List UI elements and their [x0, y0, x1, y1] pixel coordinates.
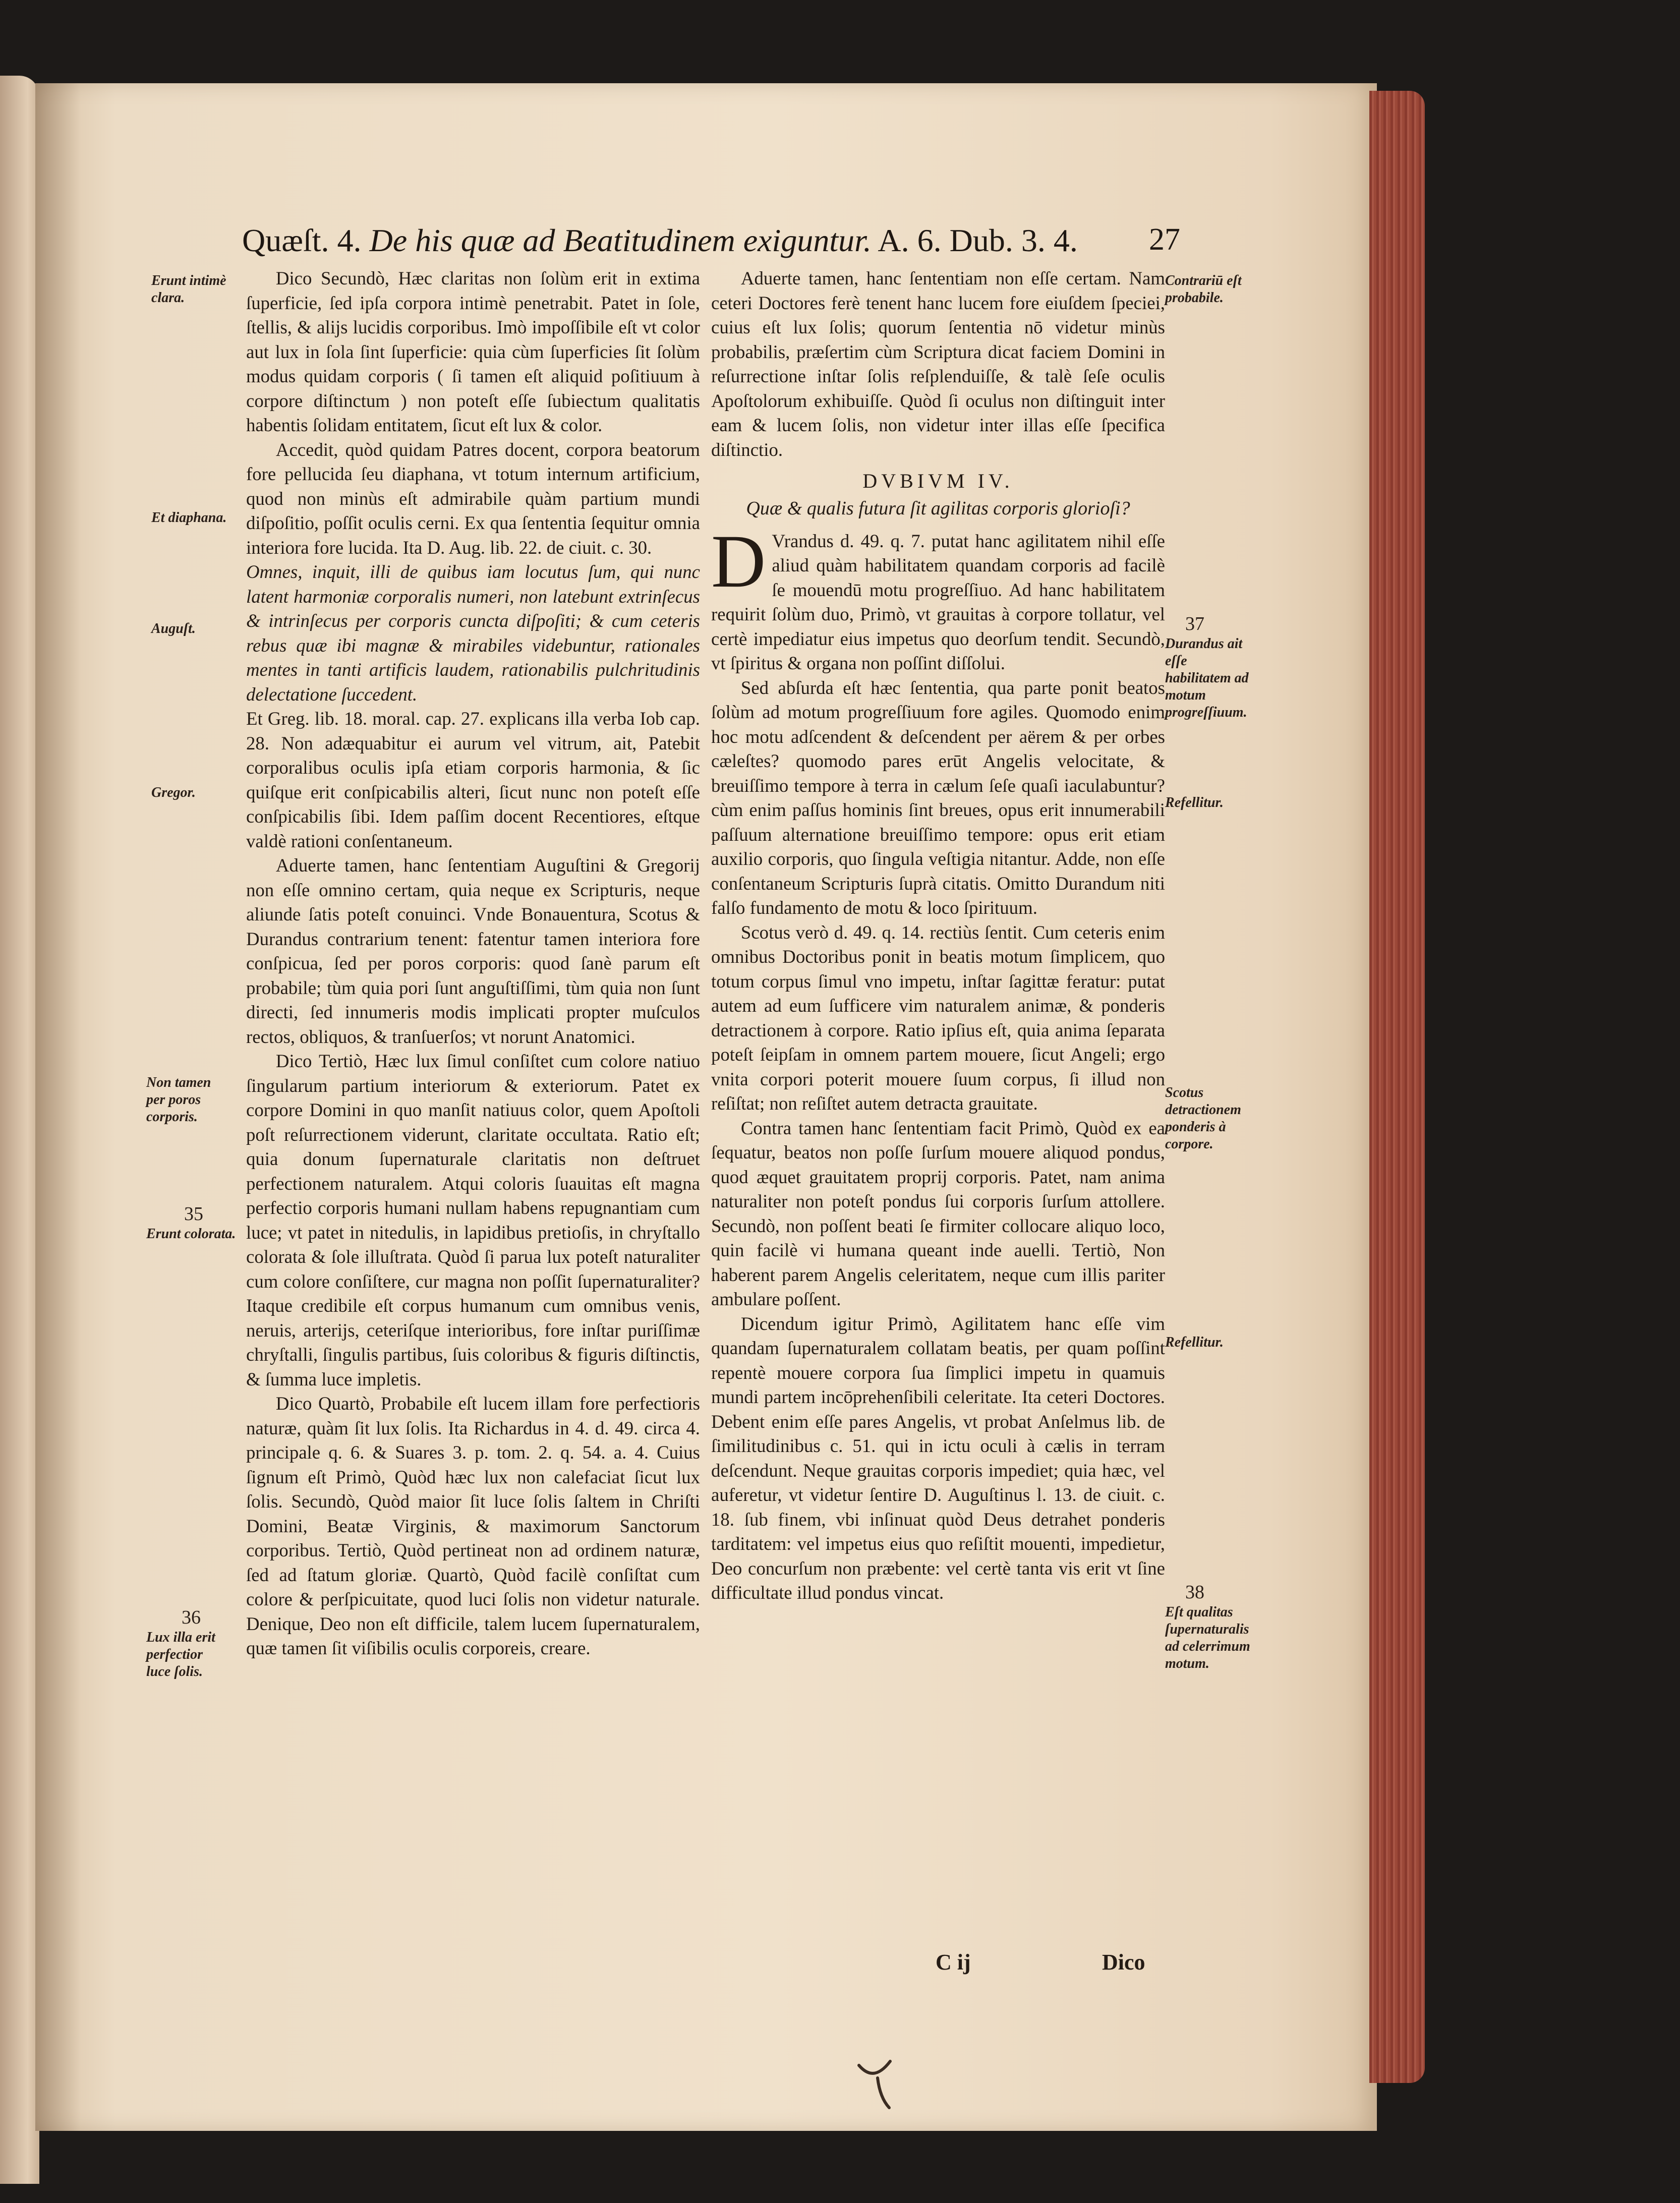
left-text-column [246, 266, 700, 1661]
margin-note: Erunt intimè clara. [151, 273, 226, 306]
page-number: 27 [1149, 222, 1180, 257]
margin-note: Non tamen per poros corporis. [146, 1075, 211, 1125]
red-page-edges [1369, 91, 1425, 2083]
margin-note: Erunt colorata. [146, 1226, 236, 1242]
quotation: Omnes, inquit, illi de quibus iam locutus ſum, qui nunc latent harmoniæ corporalis numeri, non latebunt extrinſecus & intrinſecus per corporis cuncta diſpoſiti; & cum ceteris rebus quæ ibi magnæ & mirabiles videbuntur, rationales mentes in tanti artificis laudem, rationabilis pulchritudinis delectatione ſuccedent. [246, 561, 700, 705]
handwritten-mark [855, 2055, 900, 2111]
margin-note: Lux illa erit perfectior luce ſolis. [146, 1630, 215, 1679]
paragraph [711, 519, 1165, 676]
section-heading: DVBIVM IV. [862, 470, 1014, 492]
margin-number: 35 [184, 1203, 203, 1225]
margin-note: Durandus ait eſſe habilitatem ad motum progreſſiuum. [1165, 636, 1249, 720]
right-text-column [711, 266, 1165, 1605]
paragraph: Contra tamen hanc ſententiam facit Primò, Quòd ex ea ſequatur, beatos non poſſe ſurſum mouere aliquod pondus, quod æquet grauitatem proprij corporis. Patet, nam anima naturaliter non poteſt pondus ſui corporis ſurſum attollere. Secundò, non poſſent beati ſe firmiter collocare aliquo loco, quin facilè vi humana queant inde auelli. Tertiò, Non haberent parem Angelis celeritatem, neque cum illis pariter ambulare poſſent. [711, 1117, 1165, 1309]
catchword: Dico [1102, 1950, 1145, 1975]
margin-note: Refellitur. [1165, 795, 1224, 810]
margin-note: Scotus detractionem ponderis à corpore. [1165, 1085, 1241, 1152]
margin-number: 37 [1185, 613, 1204, 634]
running-head [242, 222, 1180, 272]
paragraph: Dico Quartò, Probabile eſt lucem illam fore perfectioris naturæ, quàm ſit lux ſolis. Ita Richardus in 4. d. 49. circa 4. principale q. 6. & Suares 3. p. tom. 2. q. 54. a. 4. Cuius ſignum eſt Primò, Quòd hæc lux non calefaciat ſicut lux ſolis. Secundò, Quòd maior ſit luce ſolis ſaltem in Chriſti Domini, Beatæ Virginis, & maximorum Sanctorum corporibus. Tertiò, Quòd pertineat non ad ordinem naturæ, ſed ad ſtatum gloriæ. Quartò, Quòd facilè conſiſtat cum colore & perſpicuitate, quod luci ſolis non videtur naturale. Denique, Deo non eſt difficile, talem lucem ſupernaturalem, quæ tamen ſit viſibilis oculis corporeis, creare. [246, 1393, 700, 1658]
margin-note: Auguſt. [151, 621, 196, 636]
running-head-locator: A. 6. Dub. 3. 4. [878, 222, 1078, 258]
running-head-title: De his quæ ad Beatitudinem exiguntur. [369, 222, 872, 258]
paragraph: Aduerte tamen, hanc ſententiam non eſſe certam. Nam ceteri Doctores ferè tenent hanc lucem fore eiuſdem ſpeciei, cuius eſt lux ſolis; quorum ſententia nō videtur minùs probabilis, præſertim cùm Scriptura dicat faciem Domini in reſurrectione inſtar ſolis reſplenduiſſe, & talè ſeſe oculis Apoſtolorum exhibuiſſe. Quòd ſi oculus non diſtinguit inter eam & lucem ſolis, non videtur inter illas eſſe ſpecifica diſtinctio. [711, 268, 1165, 460]
paragraph: Dicendum igitur Primò, Agilitatem hanc eſſe vim quandam ſupernaturalem collatam beatis, per quam poſſint repentè mouere corpora ſua ſimplici impetu in quamuis mundi partem incōprehenſibili celeritate. Ita ceteri Doctores. Debent enim eſſe pares Angelis, vt probat Anſelmus lib. de ſimilitudinibus c. 51. qui in ictu oculi à cælis in terram deſcendunt. Neque grauitas corporis impediet; quia hæc, vel auferetur, vt videtur ſentire D. Auguſtinus l. 13. de ciuit. c. 18. ſub finem, vbi inſinuat quòd Deus detrahet ponderis tarditatem: vel impetus eius quo reſiſtit mouenti, impedietur, Deo concurſum non præbente: vel certè tanta vis erit vt ſine difficultate illud pondus vincat. [711, 1313, 1165, 1603]
margin-number: 36 [182, 1607, 201, 1628]
drop-cap: D [711, 519, 766, 603]
facing-page-edge [0, 76, 39, 2184]
section-subheading: Quæ & qualis futura ſit agilitas corporis glorioſi? [746, 497, 1130, 519]
paragraph: Dico Tertiò, Hæc lux ſimul conſiſtet cum colore natiuo ſingularum partium interiorum & exteriorum. Patet ex corpore Domini in quo manſit natiuus color, quem Apoſtoli poſt reſurrectionem viderunt, claritate occultata. Ratio eſt; quia donum ſupernaturale claritatis non deſtruet perfectionem naturalem. Atqui coloris ſuauitas eſt magna perfectio corporis humani nullam habens repugnantiam cum luce; vt patet in nitedulis, in lapidibus pretioſis, in chryſtallo colorata & ſole illuſtrata. Quòd ſi parua lux poteſt naturaliter cum colore conſiſtere, cur magna non poſſit ſupernaturaliter? Itaque credibile eſt corpus humanum cum omnibus venis, neruis, arterijs, ceteriſque interioribus, fore inſtar puriſſimæ chryſtalli, ſingulis partibus, ſuis coloribus & figuris diſtinctis, & ſumma luce impletis. [246, 1051, 700, 1389]
paragraph: Aduerte tamen, hanc ſententiam Auguſtini & Gregorij non eſſe omnino certam, quia neque ex Scripturis, neque aliunde ſatis poteſt conuinci. Vnde Bonauentura, Scotus & Durandus contrarium tenent: fatentur tamen interiora fore conſpicua, ſed per poros corporis: quod ſanè parum eſt probabile; tùm quia pori ſunt anguſtiſſimi, tùm quia non ſunt directi, ſed innumeris modis implicati propter muſculos rectos, obliquos, & tranſuerſos; vt norunt Anatomici. [246, 855, 700, 1047]
paragraph: Accedit, quòd quidam Patres docent, corpora beatorum fore pellucida ſeu diaphana, vt totum internum artificium, quod non minùs eſt admirabile quàm partium mundi diſpoſitio, poſſit oculis cerni. Ex qua ſententia ſequitur omnia interiora fore lucida. Ita D. Aug. lib. 22. de ciuit. c. 30. [246, 439, 700, 558]
margin-note: Eſt qualitas ſupernaturalis ad celerrimum motum. [1165, 1604, 1250, 1671]
paragraph-text: Vrandus d. 49. q. 7. putat hanc agilitatem nihil eſſe aliud quàm habilitatem quandam corporis ad facilè ſe mouendū motu progreſſiuo. Ad hanc habilitatem requirit ſolùm duo, Primò, vt grauitas à corpore tollatur, vel certè impediatur eius impetus quo deorſum tendit. Secundò, vt ſpiritus & organa non poſſint diſſolui. [711, 530, 1165, 673]
paragraph: Dico Secundò, Hæc claritas non ſolùm erit in extima ſuperficie, ſed ipſa corpora intimè penetrabit. Patet in ſole, ſtellis, & alijs lucidis corporibus. Imò impoſſibile eſt vt color aut lux in ſola ſint ſuperficie: quia cùm ſuperficies ſit ſolùm modus quidam corporis ( ſi tamen eſt aliquid poſitiuum à corpore diſtinctum ) non poteſt eſſe ſubiectum qualitatis habentis ſolidam entitatem, ſicut eſt lux & color. [246, 268, 700, 435]
signature-mark: C ij [936, 1950, 971, 1975]
margin-note: Et diaphana. [151, 510, 227, 526]
margin-note: Contrariū eſt probabile. [1165, 273, 1242, 306]
gutter-shadow [35, 83, 81, 2131]
margin-number: 38 [1185, 1582, 1204, 1603]
paragraph: Et Greg. lib. 18. moral. cap. 27. explicans illa verba Iob cap. 28. Non adæquabitur ei aurum vel vitrum, ait, Patebit corporalibus oculis ipſa etiam corporis harmonia, & ſic quiſque erit conſpicabilis alteri, ſicut nunc non poteſt eſſe conſpicabilis ſibi. Idem paſſim docent Recentiores, eſtque valdè rationi conſentaneum. [246, 708, 700, 851]
paragraph: Sed abſurda eſt hæc ſententia, qua parte ponit beatos ſolùm ad motum progreſſiuum fore agiles. Quomodo enim hoc motu adſcendent & deſcendent per aërem & per orbes cæleſtes? quomodo pares erūt Angelis velocitate, & breuiſſimo tempore à terra in cælum ſeſe quaſi iaculabuntur? cùm enim paſſus hominis ſint breues, opus erit innumerabili paſſuum alternatione breuiſſimo tempore: opus erit etiam auxilio corporis, quo ſingula veſtigia nitantur. Adde, non eſſe conſentaneum Scripturis ſuprà citatis. Omitto Durandum niti falſo fundamento de motu & loco ſpirituum. [711, 677, 1165, 918]
margin-note: Gregor. [151, 785, 196, 800]
running-head-quaestio: Quæſt. 4. [242, 222, 362, 258]
margin-note: Refellitur. [1165, 1335, 1224, 1350]
paragraph: Scotus verò d. 49. q. 14. rectiùs ſentit. Cum ceteris enim omnibus Doctoribus ponit in beatis motum ſimplicem, quo totum corpus ſimul vno impetu, inſtar ſagittæ feratur: putat autem ad eum ſufficere vim naturalem animæ, & ponderis detractionem à corpore. Ratio ipſius eſt, quia anima ſeparata poteſt ſeipſam in omnem partem mouere, ſicut Angeli; ergo vnita corpori poterit mouere ſuum corpus, ſi illud non reſiſtat; non reſiſtet autem detracta grauitate. [711, 921, 1165, 1114]
